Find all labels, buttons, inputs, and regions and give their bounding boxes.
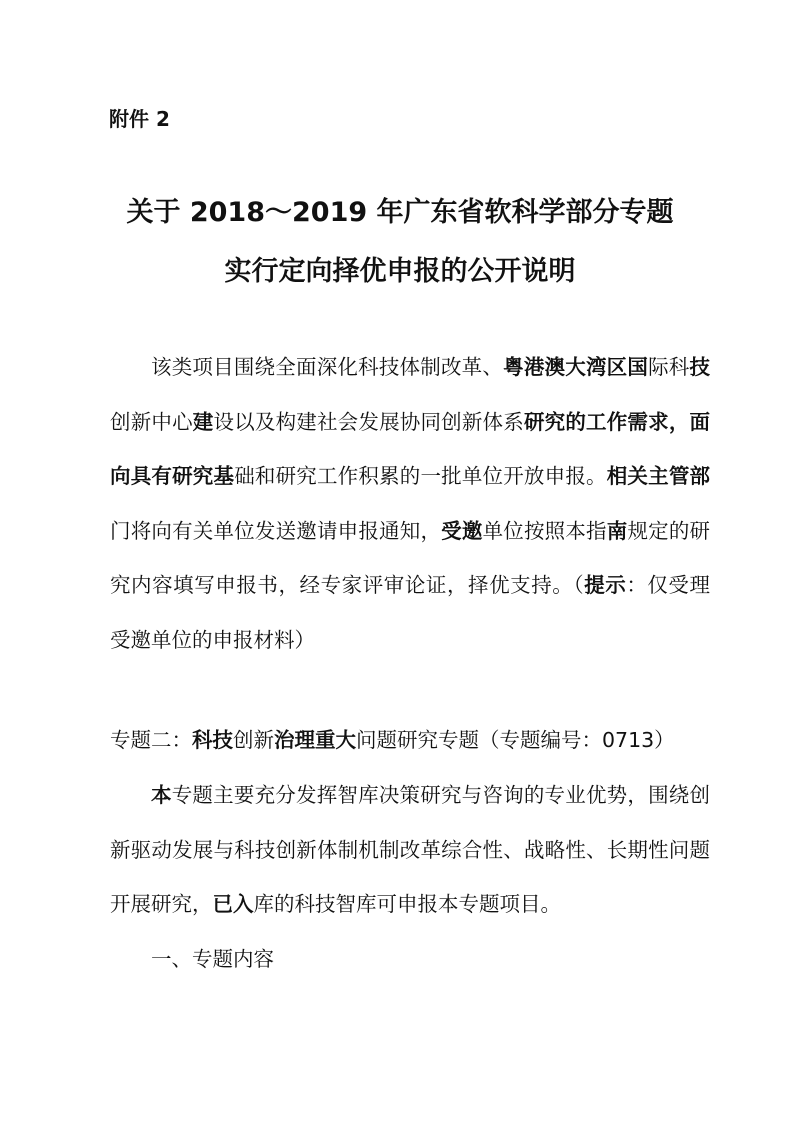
document-title-line-2: 实行定向择优申报的公开说明 [224, 256, 576, 287]
intro-bold-text: 受邀 [441, 518, 483, 543]
intro-text: 门将向有关单位发送邀请申报通知， [110, 518, 442, 543]
intro-text: 创新中心 [110, 409, 193, 434]
intro-text: 础和研究工作积累的一批单位开放申报。 [234, 464, 607, 488]
topic-text: 创新 [233, 728, 274, 752]
intro-text: 单位按照本指 [482, 518, 607, 543]
intro-text: 设以及构建社会发展协同创新体系 [213, 409, 524, 434]
intro-bold-text: 相关主管部 [606, 464, 711, 488]
body-text: 专题主要充分发挥智库决策研究与咨询的专业优势，围绕创新驱动发展与科技创新体制机制改革综合性、战略性、长期性问题开展研究， [110, 783, 711, 916]
intro-bold-text: 粤港澳大湾区国 [503, 355, 649, 379]
intro-paragraph [110, 340, 710, 667]
topic-body-paragraph [110, 768, 710, 932]
topic-heading [110, 713, 710, 768]
body-text: 库的科技智库可申报本专题项目。 [253, 892, 561, 916]
intro-text: 该类项目围绕全面深化科技体制改革、 [151, 355, 504, 379]
section-heading: 一、专题内容 [151, 947, 274, 971]
topic-text: 专题二： [110, 728, 192, 752]
body-bold-text: 已入 [212, 892, 254, 916]
intro-bold-text: 建 [192, 409, 214, 434]
intro-bold-text: 研究的工作需求，面向具有研究基 [110, 409, 711, 488]
document-title-line-1: 关于 2018～2019 年广东省软科学部分专题 [126, 197, 674, 228]
intro-bold-text: 技 [689, 355, 711, 379]
intro-bold-text: 提示 [584, 573, 627, 597]
topic-bold-text: 科技 [192, 728, 233, 752]
intro-text: 际科 [648, 355, 690, 379]
intro-text: 规定的研究内容填写申报书，经专家评审论证，择优支持。（ [110, 518, 711, 597]
intro-bold-text: 南 [606, 518, 628, 543]
attachment-label: 附件 2 [109, 107, 170, 131]
body-bold-text: 本 [151, 783, 172, 807]
topic-text: 问题研究专题（专题编号：0713） [356, 728, 675, 752]
topic-bold-text: 治理重大 [274, 728, 356, 752]
intro-text: ：仅受理受邀单位的申报材料） [110, 573, 710, 652]
